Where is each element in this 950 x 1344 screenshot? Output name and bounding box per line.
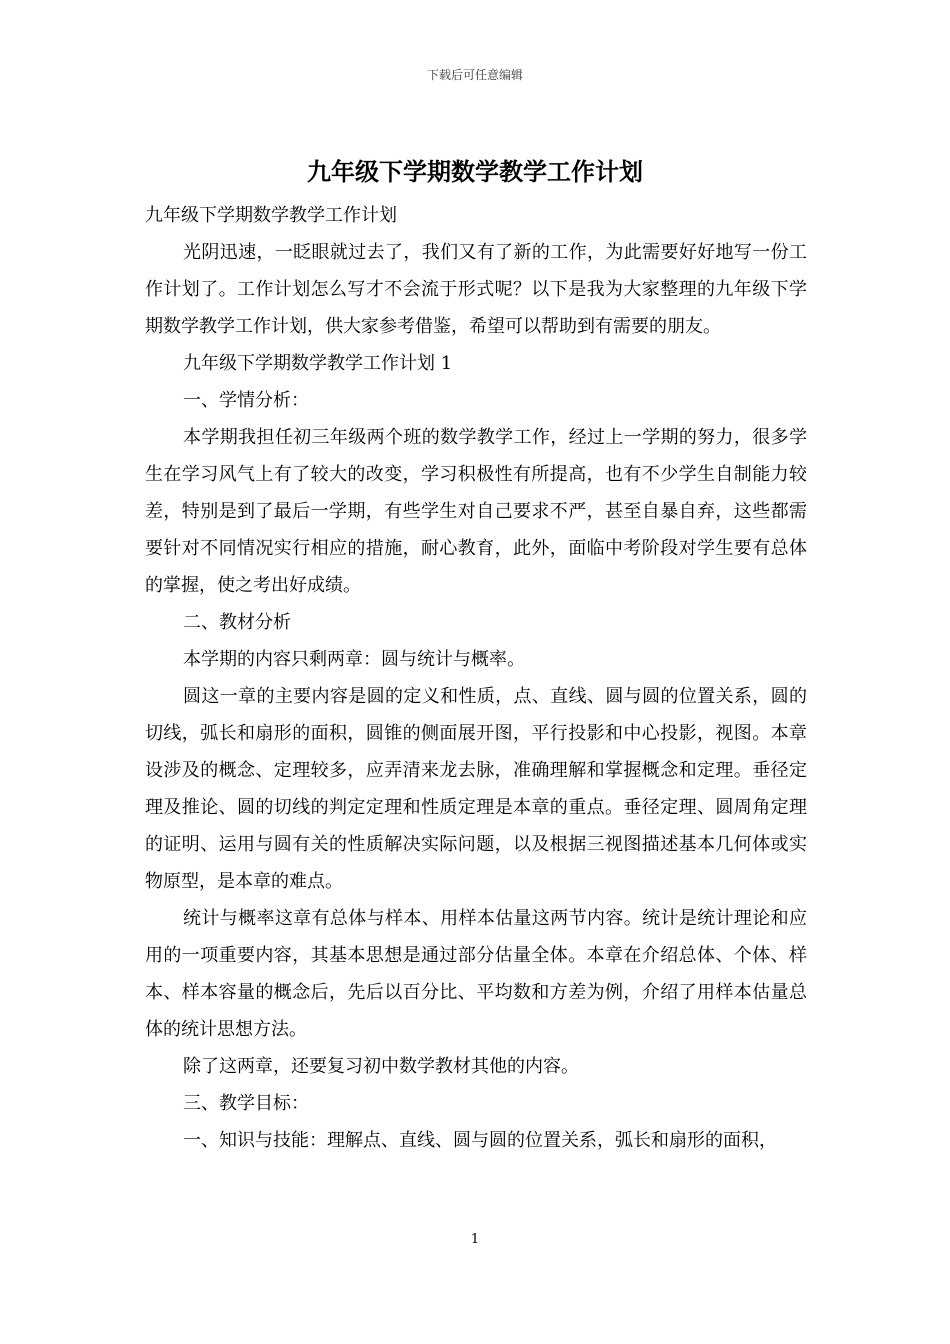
paragraph: 统计与概率这章有总体与样本、用样本估量这两节内容。统计是统计理论和应用的一项重要内容，其基本思想是通过部分估量全体。本章在介绍总体、个体、样本、样本容量的概念后，先后以百分比、平均数和方差为例，介绍了用样本估量总体的统计思想方法。: [145, 908, 807, 1040]
section-heading: 二、教材分析: [183, 612, 291, 633]
section-heading: 三、教学目标：: [183, 1093, 309, 1114]
paragraph: 本学期的内容只剩两章：圆与统计与概率。: [183, 649, 525, 670]
document-title: 九年级下学期数学教学工作计划: [307, 157, 643, 186]
paragraph: 九年级下学期数学教学工作计划: [145, 205, 397, 226]
paragraph: 一、知识与技能：理解点、直线、圆与圆的位置关系，弧长和扇形的面积，: [183, 1130, 777, 1151]
section-heading: 一、学情分析：: [183, 390, 309, 411]
section-subtitle: 九年级下学期数学教学工作计划 1: [183, 353, 453, 374]
paragraph: 光阴迅速，一眨眼就过去了，我们又有了新的工作，为此需要好好地写一份工作计划了。工作计划怎么写才不会流于形式呢？以下是我为大家整理的九年级下学期数学教学工作计划，供大家参考借鉴，希望可以帮助到有需要的朋友。: [145, 242, 807, 337]
document-body: [145, 197, 807, 1159]
paragraph: 本学期我担任初三年级两个班的数学教学工作，经过上一学期的努力，很多学生在学习风气上有了较大的改变，学习积极性有所提高，也有不少学生自制能力较差，特别是到了最后一学期，有些学生对自己要求不严，甚至自暴自弃，这些都需要针对不同情况实行相应的措施，耐心教育，此外，面临中考阶段对学生要有总体的掌握，使之考出好成绩。: [145, 427, 807, 596]
page-number: 1: [470, 1232, 480, 1247]
paragraph: 除了这两章，还要复习初中数学教材其他的内容。: [183, 1056, 579, 1077]
page-header-note: 下载后可任意编辑: [426, 68, 523, 82]
paragraph: 圆这一章的主要内容是圆的定义和性质，点、直线、圆与圆的位置关系，圆的切线，弧长和扇形的面积，圆锥的侧面展开图，平行投影和中心投影，视图。本章设涉及的概念、定理较多，应弄清来龙去脉，准确理解和掌握概念和定理。垂径定理及推论、圆的切线的判定定理和性质定理是本章的重点。垂径定理、圆周角定理的证明、运用与圆有关的性质解决实际问题，以及根据三视图描述基本几何体或实物原型，是本章的难点。: [145, 686, 807, 892]
